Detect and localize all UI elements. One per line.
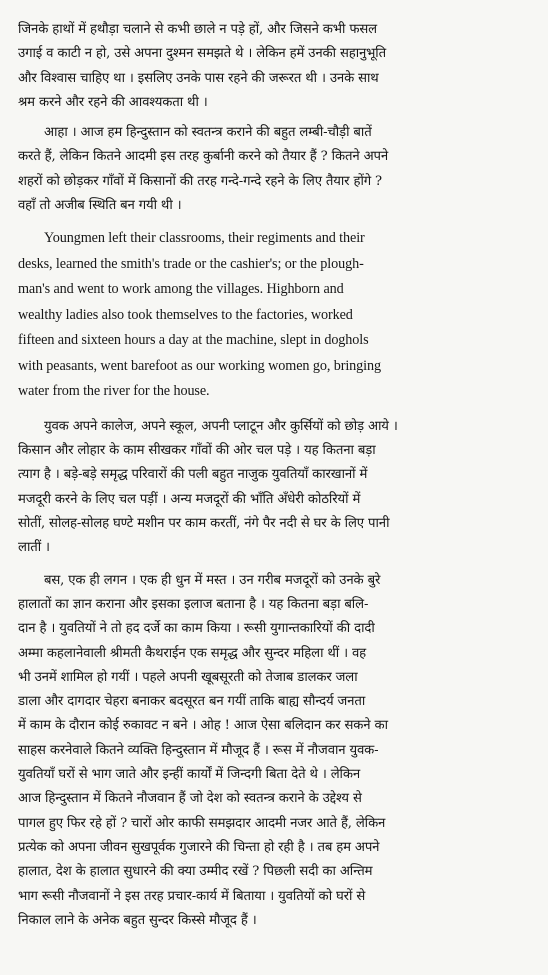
text-line: आज हिन्दुस्तान में कितने नौजवान हैं जो देश को स्वतन्त्र कराने के उद्देश्य से [18,791,362,807]
paragraph-3 [18,226,530,405]
paragraph-5 [18,569,530,933]
text-line: डाला और दागदार चेहरा बनाकर बदसूरत बन गयीं ताकि बाह्य सौन्दर्य जनता [18,694,366,710]
text-line: प्रत्येक को अपना जीवन सुखपूर्वक गुजारने की चिन्ता हो रही है । तब हम अपने [18,839,380,855]
document-body [18,18,530,933]
text-line: में काम के दौरान कोई रुकावट न बने । ओह ! आज ऐसा बलिदान कर सकने का [18,718,388,734]
text-line: fifteen and sixteen hours a day at the machine, slept in doghols [18,332,369,349]
text-line: हालात, देश के हालात सुधारने की क्या उम्मीद रखें ? पिछली सदी का अन्तिम [18,864,373,880]
text-line: युवतियाँ घरों से भाग जाते और इन्हीं कार्यों में जिन्दगी बिता देते थे । लेकिन [18,767,361,783]
text-line: wealthy ladies also took themselves to the factories, worked [18,306,353,323]
text-line: उगाई व काटी न हो, उसे अपना दुश्मन समझते थे । लेकिन हमें उनकी सहानुभूति [18,46,387,62]
text-line: श्रम करने और रहने की आवश्यकता थी । [18,94,208,110]
text-line: हालातों का ज्ञान कराना और इसका इलाज बताना है । यह कितना बड़ा बलि- [18,596,369,612]
text-line: अम्मा कहलानेवाली श्रीमती कैथराईन एक समृद्ध और सुन्दर महिला थीं । वह [18,645,367,661]
paragraph-4 [18,415,530,561]
text-line: निकाल लाने के अनेक बहुत सुन्दर किस्से मौजूद हैं । [18,912,257,928]
text-line: desks, learned the smith's trade or the cashier's; or the plough- [18,255,364,272]
text-line: लातीं । [18,540,50,556]
paragraph-1 [18,18,530,115]
text-line: water from the river for the house. [18,383,210,400]
text-line: शहरों को छोड़कर गाँवों में किसानों की तरह गन्दे-गन्दे रहने के लिए तैयार होंगे ? [18,173,382,189]
text-line: पागल हुए फिर रहे हों ? चारों ओर काफी समझदार आदमी नजर आते हैं, लेकिन [18,815,386,831]
text-line: किसान और लोहार के काम सीखकर गाँवों की ओर चल पड़े । यह कितना बड़ा [18,443,376,459]
text-line: with peasants, went barefoot as our working women go, bringing [18,357,381,374]
text-line: भाग रूसी नौजवानों ने इस तरह प्रचार-कार्य में बिताया । युवतियों को घरों से [18,888,366,904]
text-line: वहाँ तो अजीब स्थिति बन गयी थी । [18,198,182,214]
text-line: युवक अपने कालेज, अपने स्कूल, अपनी प्लाटून और कुर्सियों को छोड़ आये । [44,418,398,434]
text-line: मजदूरी करने के लिए चल पड़ीं । अन्य मजदूरों की भाँति अँधेरी कोठरियों में [18,491,361,507]
text-line: त्याग है । बड़े-बड़े समृद्ध परिवारों की पली बहुत नाजुक युवतियाँ कारखानों में [18,467,368,483]
text-line: दान है । युवतियों ने तो हद दर्जे का काम किया । रूसी युगान्तकारियों की दादी [18,621,375,637]
paragraph-2 [18,121,530,218]
text-line: भी उनमें शामिल हो गयीं । पहले अपनी खूबसूरती को तेजाब डालकर जला [18,669,358,685]
text-line: बस, एक ही लगन । एक ही धुन में मस्त । उन गरीब मजदूरों को उनके बुरे [44,572,381,588]
text-line: करते हैं, लेकिन कितने आदमी इस तरह कुर्बानी करने को तैयार हैं ? कितने अपने [18,149,389,165]
text-line: साहस करनेवाले कितने व्यक्ति हिन्दुस्तान में मौजूद हैं । रूस में नौजवान युवक- [18,742,379,758]
text-line: आहा । आज हम हिन्दुस्तान को स्वतन्त्र कराने की बहुत लम्बी-चौड़ी बातें [44,125,372,141]
text-line: सोतीं, सोलह-सोलह घण्टे मशीन पर काम करतीं, नंगे पैर नदी से घर के लिए पानी [18,516,390,532]
text-line: जिनके हाथों में हथौड़ा चलाने से कभी छाले न पड़े हों, और जिसने कभी फसल [18,22,377,37]
text-line: man's and went to work among the villages. Highborn and [18,281,344,298]
text-line: और विश्वास चाहिए था । इसलिए उनके पास रहने की जरूरत थी । उनके साथ [18,70,379,86]
text-line: Youngmen left their classrooms, their regiments and their [44,230,365,247]
